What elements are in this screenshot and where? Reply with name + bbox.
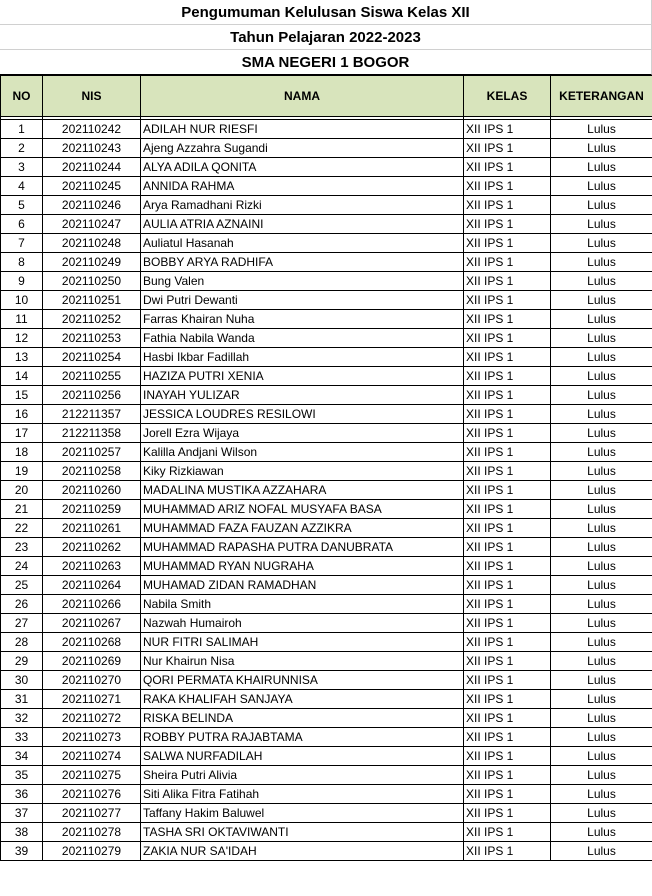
- table-row: [1, 367, 652, 386]
- cell-nama: Nur Khairun Nisa: [141, 652, 464, 671]
- cell-keterangan: Lulus: [551, 291, 652, 310]
- cell-keterangan: Lulus: [551, 443, 652, 462]
- cell-keterangan: Lulus: [551, 272, 652, 291]
- cell-nama: Hasbi Ikbar Fadillah: [141, 348, 464, 367]
- cell-keterangan: Lulus: [551, 253, 652, 272]
- cell-nis: 202110259: [43, 500, 141, 519]
- cell-no: 29: [1, 652, 43, 671]
- cell-nis: 202110242: [43, 120, 141, 139]
- cell-nis: 202110275: [43, 766, 141, 785]
- cell-keterangan: Lulus: [551, 785, 652, 804]
- cell-keterangan: Lulus: [551, 671, 652, 690]
- cell-nis: 202110243: [43, 139, 141, 158]
- cell-nis: 202110250: [43, 272, 141, 291]
- cell-no: 1: [1, 120, 43, 139]
- cell-keterangan: Lulus: [551, 158, 652, 177]
- cell-keterangan: Lulus: [551, 595, 652, 614]
- cell-nis: 202110279: [43, 842, 141, 861]
- cell-nis: 202110262: [43, 538, 141, 557]
- cell-keterangan: Lulus: [551, 215, 652, 234]
- cell-no: 9: [1, 272, 43, 291]
- table-row: [1, 728, 652, 747]
- cell-kelas: XII IPS 1: [464, 557, 551, 576]
- table-row: [1, 120, 652, 139]
- cell-nis: 202110254: [43, 348, 141, 367]
- cell-nama: NUR FITRI SALIMAH: [141, 633, 464, 652]
- cell-no: 5: [1, 196, 43, 215]
- cell-nis: 202110268: [43, 633, 141, 652]
- cell-keterangan: Lulus: [551, 842, 652, 861]
- table-row: [1, 139, 652, 158]
- cell-keterangan: Lulus: [551, 633, 652, 652]
- cell-kelas: XII IPS 1: [464, 462, 551, 481]
- cell-nama: MUHAMMAD FAZA FAUZAN AZZIKRA: [141, 519, 464, 538]
- cell-keterangan: Lulus: [551, 690, 652, 709]
- cell-keterangan: Lulus: [551, 500, 652, 519]
- cell-nama: SALWA NURFADILAH: [141, 747, 464, 766]
- table-row: [1, 804, 652, 823]
- cell-no: 7: [1, 234, 43, 253]
- table-row: [1, 177, 652, 196]
- table-row: [1, 842, 652, 861]
- table-row: [1, 158, 652, 177]
- cell-no: 39: [1, 842, 43, 861]
- cell-keterangan: Lulus: [551, 709, 652, 728]
- cell-nis: 212211357: [43, 405, 141, 424]
- cell-no: 6: [1, 215, 43, 234]
- cell-nis: 202110260: [43, 481, 141, 500]
- cell-keterangan: Lulus: [551, 804, 652, 823]
- cell-nama: TASHA SRI OKTAVIWANTI: [141, 823, 464, 842]
- table-row: [1, 538, 652, 557]
- cell-keterangan: Lulus: [551, 310, 652, 329]
- cell-nis: 202110276: [43, 785, 141, 804]
- cell-nis: 202110277: [43, 804, 141, 823]
- cell-keterangan: Lulus: [551, 120, 652, 139]
- cell-no: 23: [1, 538, 43, 557]
- cell-no: 12: [1, 329, 43, 348]
- cell-nis: 202110273: [43, 728, 141, 747]
- cell-nis: 212211358: [43, 424, 141, 443]
- cell-no: 18: [1, 443, 43, 462]
- cell-no: 13: [1, 348, 43, 367]
- cell-no: 30: [1, 671, 43, 690]
- cell-no: 27: [1, 614, 43, 633]
- cell-keterangan: Lulus: [551, 519, 652, 538]
- cell-nis: 202110257: [43, 443, 141, 462]
- column-header-nis: NIS: [43, 76, 141, 117]
- cell-nama: JESSICA LOUDRES RESILOWI: [141, 405, 464, 424]
- cell-no: 2: [1, 139, 43, 158]
- cell-nama: MUHAMMAD RYAN NUGRAHA: [141, 557, 464, 576]
- cell-nama: MADALINA MUSTIKA AZZAHARA: [141, 481, 464, 500]
- table-row: [1, 633, 652, 652]
- cell-kelas: XII IPS 1: [464, 709, 551, 728]
- cell-no: 32: [1, 709, 43, 728]
- cell-no: 24: [1, 557, 43, 576]
- cell-nama: AULIA ATRIA AZNAINI: [141, 215, 464, 234]
- cell-kelas: XII IPS 1: [464, 348, 551, 367]
- table-row: [1, 291, 652, 310]
- cell-kelas: XII IPS 1: [464, 633, 551, 652]
- cell-nis: 202110264: [43, 576, 141, 595]
- cell-kelas: XII IPS 1: [464, 785, 551, 804]
- table-row: [1, 443, 652, 462]
- cell-nama: Kalilla Andjani Wilson: [141, 443, 464, 462]
- table-row: [1, 234, 652, 253]
- cell-kelas: XII IPS 1: [464, 272, 551, 291]
- cell-kelas: XII IPS 1: [464, 690, 551, 709]
- cell-kelas: XII IPS 1: [464, 538, 551, 557]
- cell-no: 25: [1, 576, 43, 595]
- cell-no: 38: [1, 823, 43, 842]
- cell-keterangan: Lulus: [551, 462, 652, 481]
- cell-kelas: XII IPS 1: [464, 234, 551, 253]
- table-row: [1, 310, 652, 329]
- cell-nis: 202110258: [43, 462, 141, 481]
- table-row: [1, 652, 652, 671]
- cell-no: 34: [1, 747, 43, 766]
- table-row: [1, 196, 652, 215]
- cell-no: 17: [1, 424, 43, 443]
- cell-nis: 202110253: [43, 329, 141, 348]
- cell-nis: 202110255: [43, 367, 141, 386]
- cell-nama: Sheira Putri Alivia: [141, 766, 464, 785]
- cell-keterangan: Lulus: [551, 481, 652, 500]
- cell-kelas: XII IPS 1: [464, 215, 551, 234]
- table-row: [1, 766, 652, 785]
- cell-kelas: XII IPS 1: [464, 139, 551, 158]
- cell-nis: 202110246: [43, 196, 141, 215]
- cell-kelas: XII IPS 1: [464, 405, 551, 424]
- cell-nama: HAZIZA PUTRI XENIA: [141, 367, 464, 386]
- cell-kelas: XII IPS 1: [464, 481, 551, 500]
- cell-nis: 202110247: [43, 215, 141, 234]
- cell-nis: 202110252: [43, 310, 141, 329]
- table-row: [1, 405, 652, 424]
- cell-kelas: XII IPS 1: [464, 158, 551, 177]
- cell-kelas: XII IPS 1: [464, 595, 551, 614]
- cell-nama: ANNIDA RAHMA: [141, 177, 464, 196]
- table-row: [1, 709, 652, 728]
- cell-nama: Siti Alika Fitra Fatihah: [141, 785, 464, 804]
- table-row: [1, 747, 652, 766]
- cell-no: 20: [1, 481, 43, 500]
- cell-no: 37: [1, 804, 43, 823]
- cell-no: 35: [1, 766, 43, 785]
- cell-nama: RISKA BELINDA: [141, 709, 464, 728]
- cell-nama: Nazwah Humairoh: [141, 614, 464, 633]
- cell-nis: 202110267: [43, 614, 141, 633]
- table-row: [1, 215, 652, 234]
- cell-nama: ZAKIA NUR SA'IDAH: [141, 842, 464, 861]
- cell-nama: Arya Ramadhani Rizki: [141, 196, 464, 215]
- cell-kelas: XII IPS 1: [464, 291, 551, 310]
- column-header-nama: NAMA: [141, 76, 464, 117]
- cell-nis: 202110244: [43, 158, 141, 177]
- table-row: [1, 519, 652, 538]
- cell-keterangan: Lulus: [551, 747, 652, 766]
- table-row: [1, 253, 652, 272]
- cell-keterangan: Lulus: [551, 424, 652, 443]
- cell-kelas: XII IPS 1: [464, 842, 551, 861]
- table-row: [1, 595, 652, 614]
- cell-no: 28: [1, 633, 43, 652]
- cell-nama: MUHAMMAD ARIZ NOFAL MUSYAFA BASA: [141, 500, 464, 519]
- column-header-kelas: KELAS: [464, 76, 551, 117]
- cell-no: 19: [1, 462, 43, 481]
- table-row: [1, 785, 652, 804]
- cell-no: 3: [1, 158, 43, 177]
- cell-keterangan: Lulus: [551, 234, 652, 253]
- cell-nama: Fathia Nabila Wanda: [141, 329, 464, 348]
- cell-nama: MUHAMAD ZIDAN RAMADHAN: [141, 576, 464, 595]
- cell-no: 36: [1, 785, 43, 804]
- cell-nis: 202110271: [43, 690, 141, 709]
- cell-nama: BOBBY ARYA RADHIFA: [141, 253, 464, 272]
- table-body: [1, 117, 652, 861]
- cell-keterangan: Lulus: [551, 576, 652, 595]
- cell-nis: 202110248: [43, 234, 141, 253]
- table-row: [1, 576, 652, 595]
- cell-nama: MUHAMMAD RAPASHA PUTRA DANUBRATA: [141, 538, 464, 557]
- cell-keterangan: Lulus: [551, 652, 652, 671]
- table-row: [1, 386, 652, 405]
- cell-keterangan: Lulus: [551, 386, 652, 405]
- cell-nis: 202110261: [43, 519, 141, 538]
- cell-nis: 202110278: [43, 823, 141, 842]
- table-row: [1, 424, 652, 443]
- cell-no: 16: [1, 405, 43, 424]
- cell-nama: ADILAH NUR RIESFI: [141, 120, 464, 139]
- cell-no: 15: [1, 386, 43, 405]
- cell-keterangan: Lulus: [551, 728, 652, 747]
- graduation-table: [0, 75, 652, 861]
- title-academic-year: Tahun Pelajaran 2022-2023: [0, 25, 652, 50]
- table-row: [1, 348, 652, 367]
- cell-kelas: XII IPS 1: [464, 728, 551, 747]
- cell-kelas: XII IPS 1: [464, 196, 551, 215]
- cell-nis: 202110263: [43, 557, 141, 576]
- cell-nis: 202110269: [43, 652, 141, 671]
- cell-kelas: XII IPS 1: [464, 823, 551, 842]
- cell-nis: 202110249: [43, 253, 141, 272]
- column-header-no: NO: [1, 76, 43, 117]
- cell-keterangan: Lulus: [551, 614, 652, 633]
- cell-kelas: XII IPS 1: [464, 804, 551, 823]
- cell-no: 22: [1, 519, 43, 538]
- cell-nama: Jorell Ezra Wijaya: [141, 424, 464, 443]
- cell-nis: 202110266: [43, 595, 141, 614]
- cell-keterangan: Lulus: [551, 196, 652, 215]
- cell-kelas: XII IPS 1: [464, 443, 551, 462]
- cell-keterangan: Lulus: [551, 329, 652, 348]
- cell-nama: Auliatul Hasanah: [141, 234, 464, 253]
- cell-nama: Nabila Smith: [141, 595, 464, 614]
- cell-kelas: XII IPS 1: [464, 310, 551, 329]
- table-row: [1, 823, 652, 842]
- table-row: [1, 557, 652, 576]
- cell-kelas: XII IPS 1: [464, 424, 551, 443]
- cell-nis: 202110256: [43, 386, 141, 405]
- cell-kelas: XII IPS 1: [464, 329, 551, 348]
- table-header-row: [1, 76, 652, 117]
- cell-nama: ROBBY PUTRA RAJABTAMA: [141, 728, 464, 747]
- cell-nama: Kiky Rizkiawan: [141, 462, 464, 481]
- cell-no: 10: [1, 291, 43, 310]
- cell-keterangan: Lulus: [551, 348, 652, 367]
- cell-nama: QORI PERMATA KHAIRUNNISA: [141, 671, 464, 690]
- table-row: [1, 329, 652, 348]
- cell-nama: Ajeng Azzahra Sugandi: [141, 139, 464, 158]
- cell-no: 26: [1, 595, 43, 614]
- table-row: [1, 462, 652, 481]
- cell-kelas: XII IPS 1: [464, 614, 551, 633]
- cell-keterangan: Lulus: [551, 405, 652, 424]
- cell-nama: Taffany Hakim Baluwel: [141, 804, 464, 823]
- cell-kelas: XII IPS 1: [464, 747, 551, 766]
- cell-no: 33: [1, 728, 43, 747]
- cell-keterangan: Lulus: [551, 139, 652, 158]
- cell-nis: 202110245: [43, 177, 141, 196]
- cell-nis: 202110274: [43, 747, 141, 766]
- cell-nama: INAYAH YULIZAR: [141, 386, 464, 405]
- cell-nis: 202110272: [43, 709, 141, 728]
- cell-keterangan: Lulus: [551, 766, 652, 785]
- table-row: [1, 614, 652, 633]
- cell-kelas: XII IPS 1: [464, 367, 551, 386]
- cell-nama: RAKA KHALIFAH SANJAYA: [141, 690, 464, 709]
- cell-no: 21: [1, 500, 43, 519]
- cell-keterangan: Lulus: [551, 557, 652, 576]
- cell-nama: Dwi Putri Dewanti: [141, 291, 464, 310]
- cell-kelas: XII IPS 1: [464, 519, 551, 538]
- cell-kelas: XII IPS 1: [464, 177, 551, 196]
- table-row: [1, 671, 652, 690]
- cell-keterangan: Lulus: [551, 823, 652, 842]
- table-row: [1, 500, 652, 519]
- cell-kelas: XII IPS 1: [464, 652, 551, 671]
- table-row: [1, 481, 652, 500]
- table-row: [1, 690, 652, 709]
- cell-no: 11: [1, 310, 43, 329]
- cell-no: 4: [1, 177, 43, 196]
- cell-no: 8: [1, 253, 43, 272]
- cell-kelas: XII IPS 1: [464, 253, 551, 272]
- cell-kelas: XII IPS 1: [464, 500, 551, 519]
- title-school-name: SMA NEGERI 1 BOGOR: [0, 50, 652, 75]
- cell-nama: Farras Khairan Nuha: [141, 310, 464, 329]
- title-announcement: Pengumuman Kelulusan Siswa Kelas XII: [0, 0, 652, 25]
- cell-keterangan: Lulus: [551, 538, 652, 557]
- cell-no: 31: [1, 690, 43, 709]
- cell-nama: ALYA ADILA QONITA: [141, 158, 464, 177]
- cell-kelas: XII IPS 1: [464, 120, 551, 139]
- cell-keterangan: Lulus: [551, 367, 652, 386]
- table-row: [1, 272, 652, 291]
- cell-nis: 202110251: [43, 291, 141, 310]
- cell-kelas: XII IPS 1: [464, 576, 551, 595]
- cell-kelas: XII IPS 1: [464, 386, 551, 405]
- cell-nis: 202110270: [43, 671, 141, 690]
- cell-kelas: XII IPS 1: [464, 766, 551, 785]
- column-header-keterangan: KETERANGAN: [551, 76, 652, 117]
- cell-no: 14: [1, 367, 43, 386]
- cell-nama: Bung Valen: [141, 272, 464, 291]
- cell-keterangan: Lulus: [551, 177, 652, 196]
- cell-kelas: XII IPS 1: [464, 671, 551, 690]
